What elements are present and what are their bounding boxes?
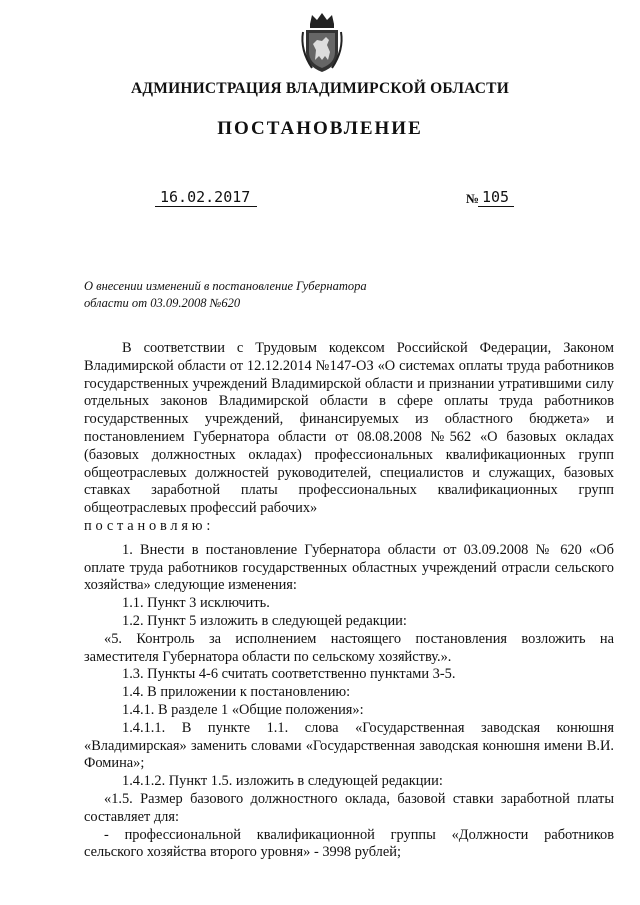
- item-paragraph: 1.4.1.2. Пункт 1.5. изложить в следующей редакции:: [122, 773, 443, 790]
- number-underline: [478, 206, 514, 207]
- item-paragraph: 1.2. Пункт 5 изложить в следующей редакции:: [122, 612, 407, 629]
- item-paragraph: «1.5. Размер базового должностного оклада, базовой ставки заработной платы составляет для:: [84, 790, 614, 825]
- date-underline: [155, 206, 257, 207]
- item-paragraph: 1.4. В приложении к постановлению:: [122, 684, 351, 701]
- coat-of-arms-emblem: [298, 10, 346, 74]
- item-paragraph: 1. Внести в постановление Губернатора области от 03.09.2008 № 620 «Об оплате труда работников государственных областных учреждений отрасли сельского хозяйства» следующие изменения:: [84, 541, 614, 594]
- item-paragraph: - профессиональной квалификационной группы «Должности работников сельского хозяйства второго уровня» - 3998 рублей;: [84, 826, 614, 861]
- item-paragraph: 1.4.1.1. В пункте 1.1. слова «Государственная заводская конюшня «Владимирская» заменить словами «Государственная заводская конюшня имени В.И. Фомина»;: [84, 719, 614, 772]
- number-label: №: [466, 191, 480, 206]
- subject-line: О внесении изменений в постановление Губернатора: [84, 279, 367, 293]
- organization-title: АДМИНИСТРАЦИЯ ВЛАДИМИРСКОЙ ОБЛАСТИ: [131, 80, 509, 97]
- document-subject: [84, 278, 404, 312]
- item-paragraph: 1.3. Пункты 4-6 считать соответственно пунктами 3-5.: [122, 666, 456, 683]
- preamble-paragraph: В соответствии с Трудовым кодексом Российской Федерации, Законом Владимирской области от 12.12.2014 №147-ОЗ «О системах оплаты труда работников государственных учреждений Владимирской области и признании утратившими силу отдельных законов Владимирской области в сфере оплаты труда работников государственных учреждений, финансируемых из областного бюджета» и постановлением Губернатора области от 08.08.2008 №562 «О базовых окладах (базовых должностных окладах) профессиональных квалификационных групп общеотраслевых должностей руководителей, специалистов и служащих, базовых ставках заработной платы профессиональных квалификационных групп общеотраслевых профессий рабочих»: [84, 340, 614, 517]
- item-paragraph: «5. Контроль за исполнением настоящего постановления возложить на заместителя Губернатора области по сельскому хозяйству.».: [84, 630, 614, 665]
- item-paragraph: 1.1. Пункт 3 исключить.: [122, 595, 270, 612]
- document-number: 105: [482, 188, 510, 206]
- item-paragraph: 1.4.1. В разделе 1 «Общие положения»:: [122, 701, 364, 718]
- subject-line: области от 03.09.2008 №620: [84, 296, 241, 310]
- document-date: 16.02.2017: [160, 188, 251, 206]
- document-type-title: ПОСТАНОВЛЕНИЕ: [217, 118, 423, 139]
- resolve-line: постановляю:: [84, 517, 215, 534]
- document-body: [84, 340, 614, 862]
